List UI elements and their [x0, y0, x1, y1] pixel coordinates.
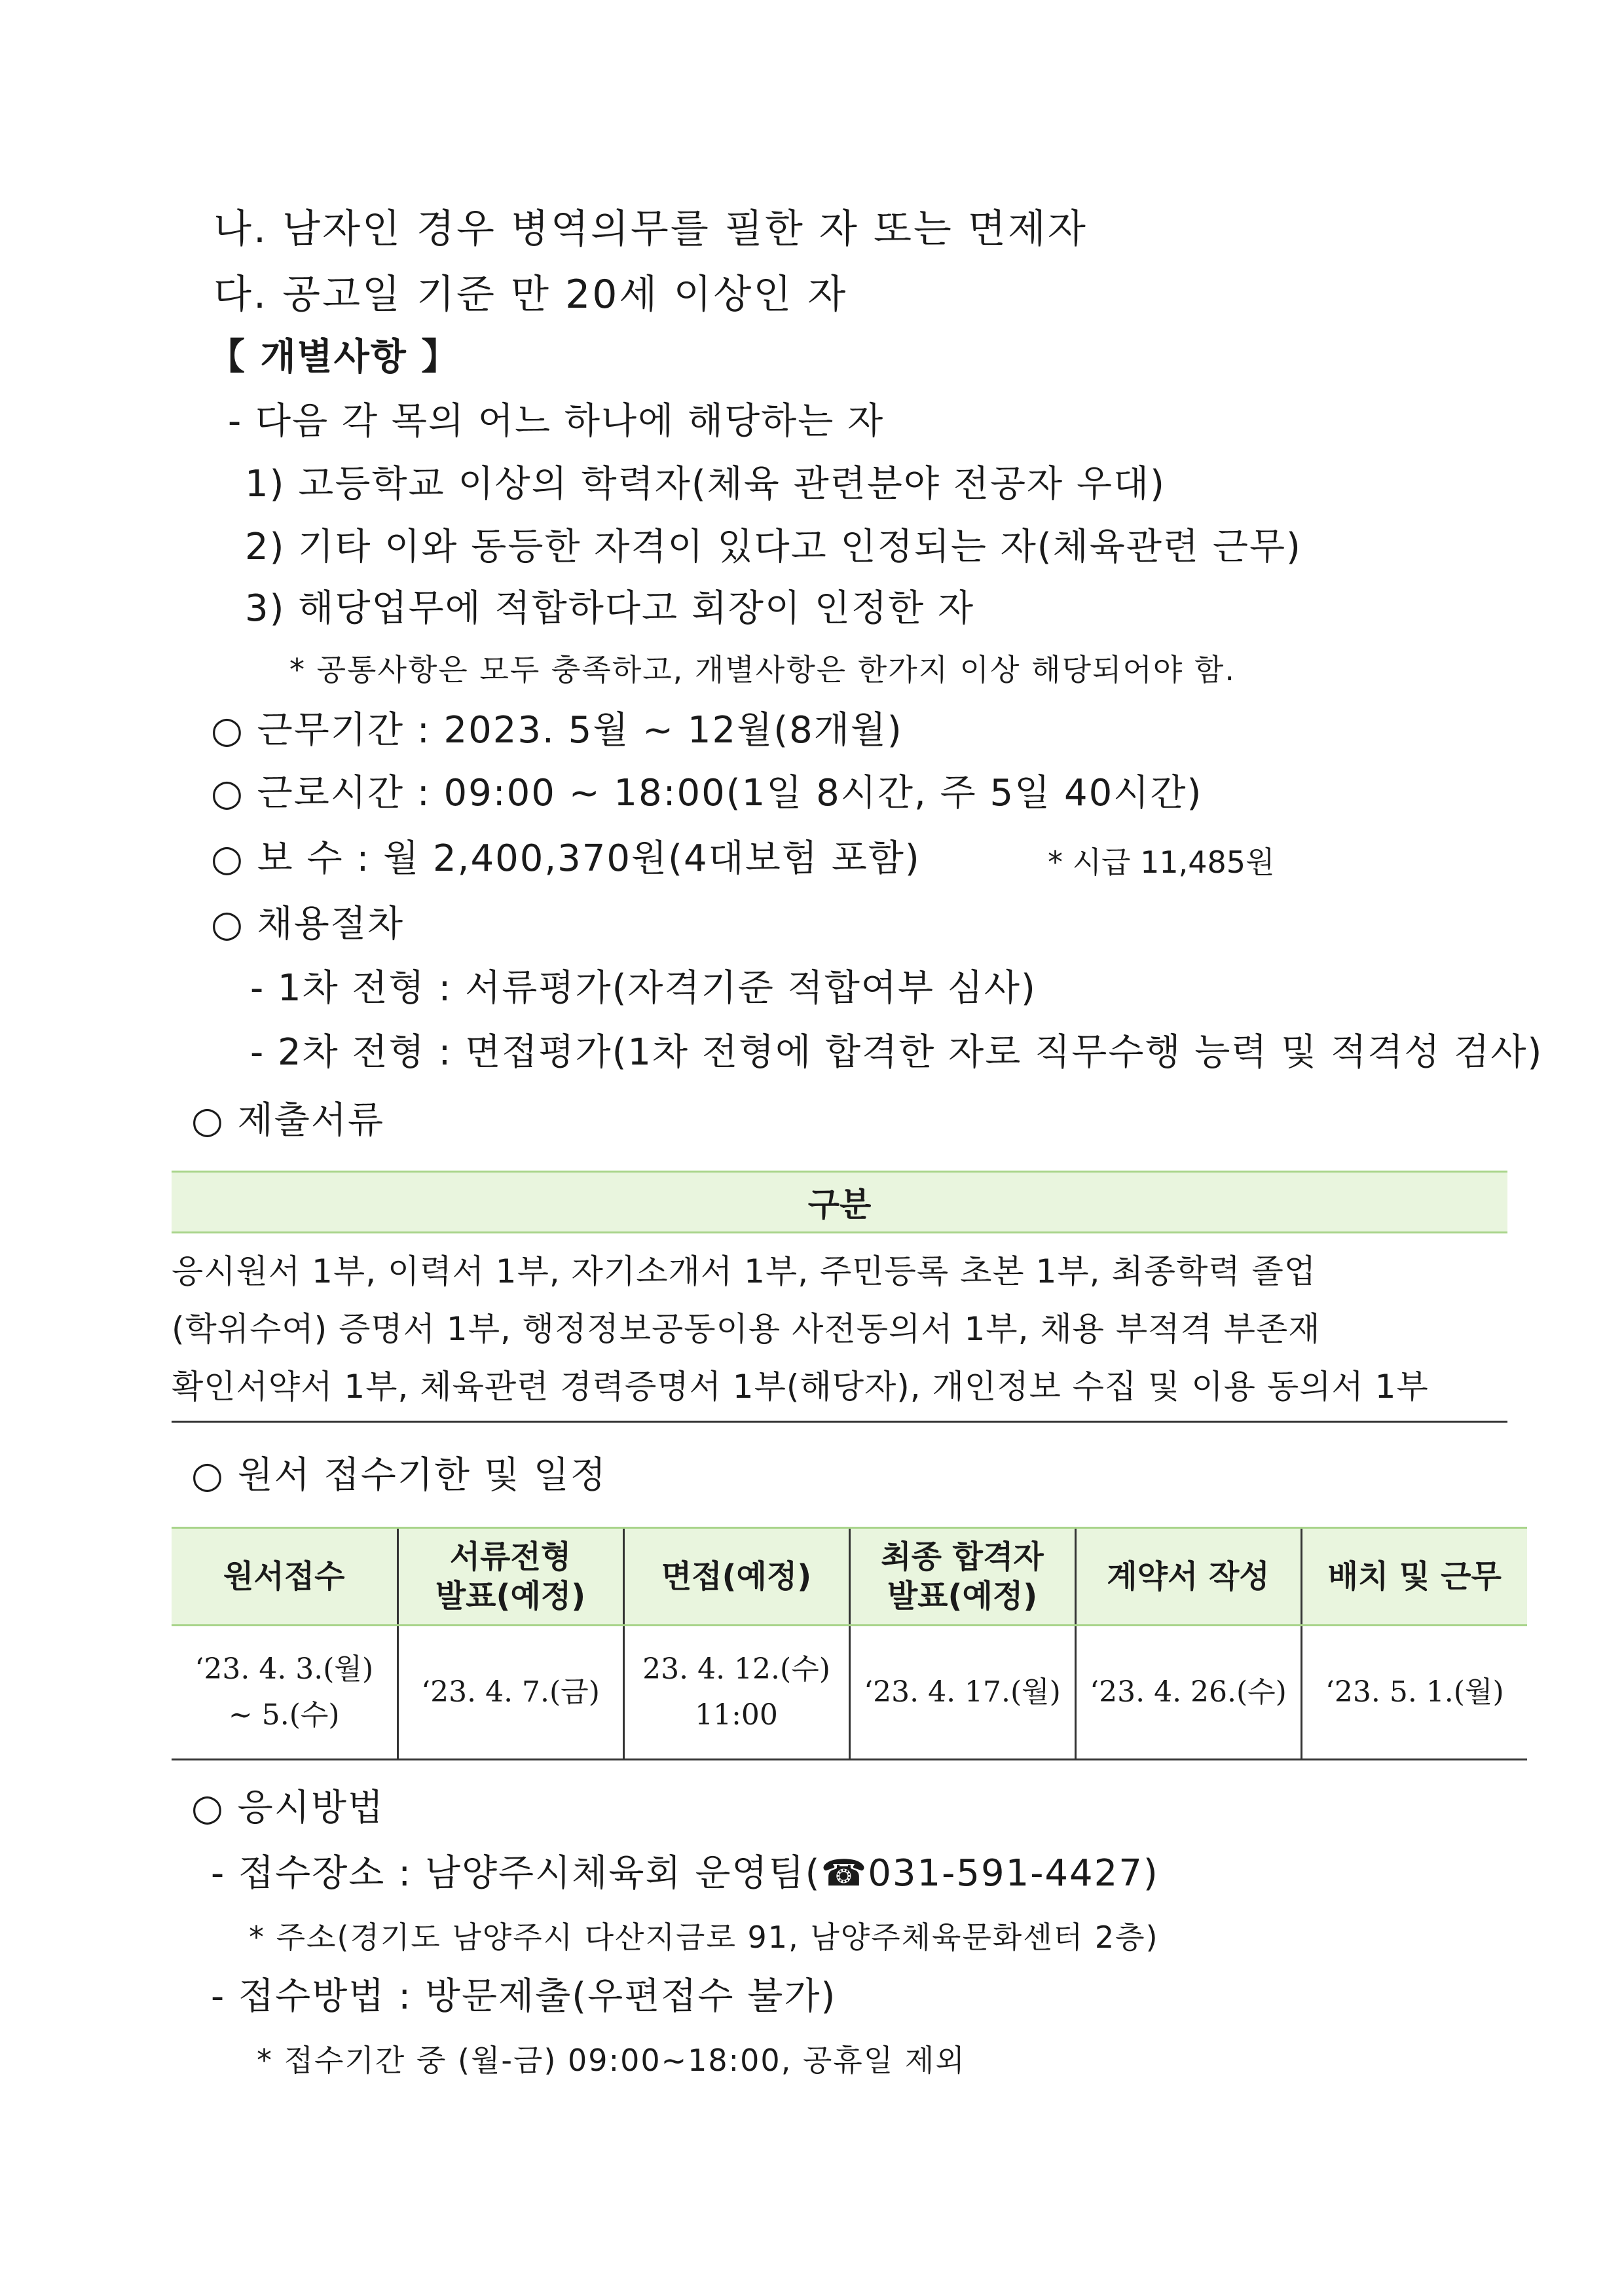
- schedule-cell-application: ‘23. 4. 3.(월) ~ 5.(수): [172, 1626, 397, 1760]
- application-title: ○ 응시방법: [191, 1787, 385, 1829]
- eligibility-item-da: 다. 공고일 기준 만 20세 이상인 자: [213, 272, 848, 318]
- schedule-header-contract: 계약서 작성: [1075, 1528, 1301, 1626]
- documents-table-body: [172, 1233, 1507, 1423]
- schedule-cell-placement: ‘23. 5. 1.(월): [1301, 1626, 1527, 1760]
- schedule-cell-contract: ‘23. 4. 26.(수): [1075, 1626, 1301, 1760]
- schedule-cell-interview: 23. 4. 12.(수) 11:00: [623, 1626, 849, 1760]
- documents-line: 확인서약서 1부, 체육관련 경력증명서 1부(해당자), 개인정보 수집 및 이용 동의서 1부: [172, 1368, 1429, 1406]
- individual-item: 1) 고등학교 이상의 학력자(체육 관련분야 전공자 우대): [245, 463, 1166, 505]
- schedule-header-final-result: 최종 합격자 발표(예정): [849, 1528, 1075, 1626]
- individual-item: 3) 해당업무에 적합하다고 회장이 인정한 자: [245, 587, 975, 630]
- schedule-cell-final-result: ‘23. 4. 17.(월): [849, 1626, 1075, 1760]
- hourly-wage-note: * 시급 11,485원: [1048, 845, 1275, 880]
- procedure-step-1: - 1차 전형 : 서류평가(자격기준 적합여부 심사): [250, 967, 1037, 1010]
- individual-header: 【 개별사항 】: [208, 336, 460, 378]
- documents-line: (학위수여) 증명서 1부, 행정정보공동이용 사전동의서 1부, 채용 부적격 부존재: [172, 1310, 1321, 1348]
- salary: ○ 보 수 : 월 2,400,370원(4대보험 포함): [211, 837, 921, 880]
- application-method-note: * 접수기간 중 (월-금) 09:00~18:00, 공휴일 제외: [257, 2043, 966, 2078]
- schedule-header-application: 원서접수: [172, 1528, 397, 1626]
- individual-item: 2) 기타 이와 동등한 자격이 있다고 인정되는 자(체육관련 근무): [245, 526, 1302, 568]
- work-hours: ○ 근로시간 : 09:00 ~ 18:00(1일 8시간, 주 5일 40시간): [211, 772, 1203, 814]
- work-period: ○ 근무기간 : 2023. 5월 ~ 12월(8개월): [211, 709, 903, 752]
- eligibility-note: * 공통사항은 모두 충족하고, 개별사항은 한가지 이상 해당되어야 함.: [289, 652, 1236, 687]
- schedule-header-document-result: 서류전형 발표(예정): [397, 1528, 623, 1626]
- schedule-header-placement: 배치 및 근무: [1301, 1528, 1527, 1626]
- schedule-cell-document-result: ‘23. 4. 7.(금): [397, 1626, 623, 1760]
- application-method: - 접수방법 : 방문제출(우편접수 불가): [211, 1975, 837, 2018]
- individual-lead: - 다음 각 목의 어느 하나에 해당하는 자: [228, 400, 885, 443]
- application-address: * 주소(경기도 남양주시 다산지금로 91, 남양주체육문화센터 2층): [249, 1920, 1159, 1955]
- schedule-table: [172, 1527, 1527, 1760]
- documents-line: 응시원서 1부, 이력서 1부, 자기소개서 1부, 주민등록 초본 1부, 최종학력 졸업: [172, 1252, 1317, 1290]
- procedure-step-2: - 2차 전형 : 면접평가(1차 전형에 합격한 자로 직무수행 능력 및 적격성 검사): [250, 1031, 1543, 1074]
- documents-table-header: 구분: [172, 1171, 1507, 1233]
- schedule-title: ○ 원서 접수기한 및 일정: [191, 1454, 607, 1497]
- application-place: - 접수장소 : 남양주시체육회 운영팀(☎031-591-4427): [211, 1852, 1159, 1895]
- procedure-title: ○ 채용절차: [211, 903, 405, 945]
- documents-title: ○ 제출서류: [191, 1099, 385, 1142]
- documents-table: [172, 1171, 1507, 1423]
- schedule-header-interview: 면접(예정): [623, 1528, 849, 1626]
- eligibility-item-na: 나. 남자인 경우 병역의무를 필한 자 또는 면제자: [213, 206, 1088, 252]
